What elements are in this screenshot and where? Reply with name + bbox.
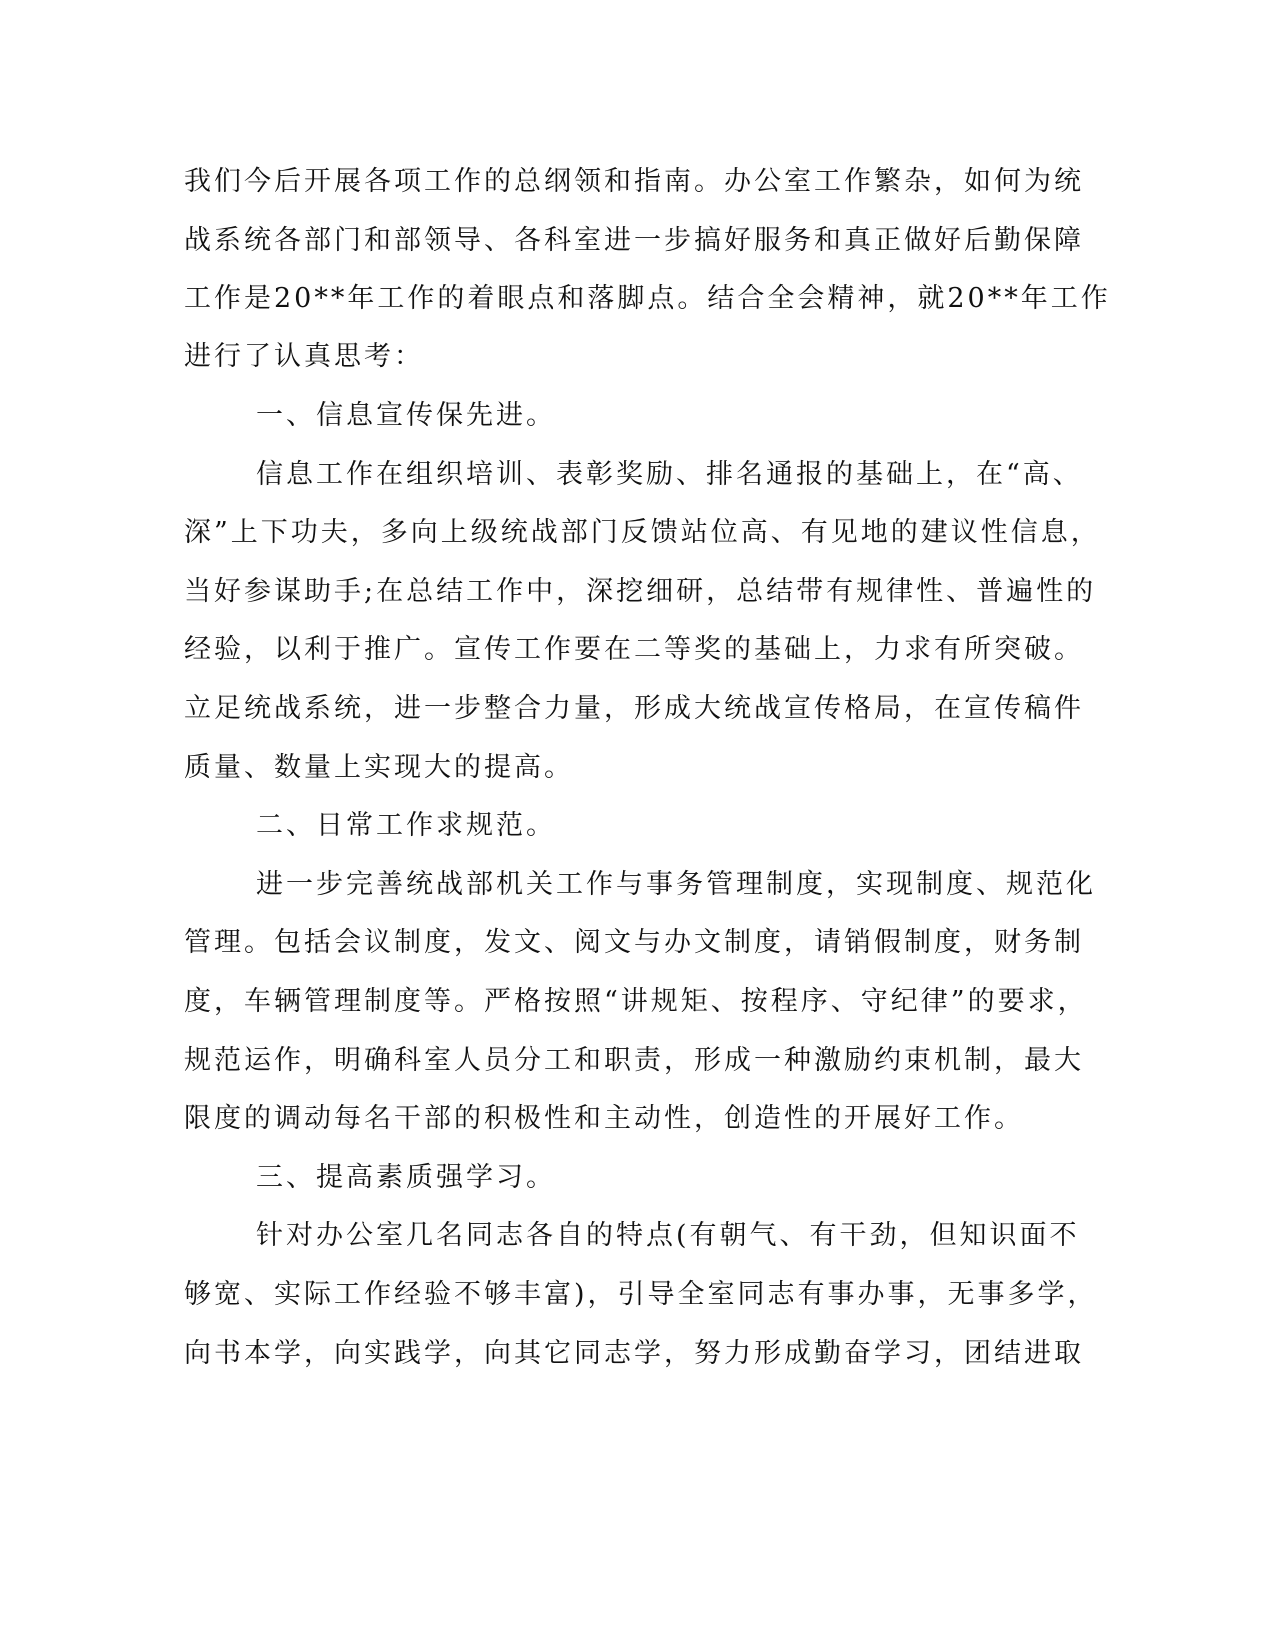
text-line: 限度的调动每名干部的积极性和主动性，创造性的开展好工作。 <box>184 1103 1024 1134</box>
section-heading-2: 二、日常工作求规范。 <box>256 810 556 841</box>
text-line: 管理。包括会议制度，发文、阅文与办文制度，请销假制度，财务制 <box>184 927 1084 958</box>
section-heading-1: 一、信息宣传保先进。 <box>256 400 556 431</box>
text-line: 立足统战系统，进一步整合力量，形成大统战宣传格局，在宣传稿件 <box>184 693 1084 724</box>
section-heading-3: 三、提高素质强学习。 <box>256 1162 556 1193</box>
text-line: 当好参谋助手;在总结工作中，深挖细研，总结带有规律性、普遍性的 <box>184 576 1097 607</box>
text-line: 够宽、实际工作经验不够丰富)，引导全室同志有事办事，无事多学， <box>184 1279 1098 1310</box>
text-line: 质量、数量上实现大的提高。 <box>184 752 574 783</box>
text-line: 工作是20**年工作的着眼点和落脚点。结合全会精神，就20**年工作 <box>184 283 1111 314</box>
text-line: 进行了认真思考： <box>184 341 424 372</box>
text-line: 经验，以利于推广。宣传工作要在二等奖的基础上，力求有所突破。 <box>184 634 1084 665</box>
text-line: 向书本学，向实践学，向其它同志学，努力形成勤奋学习，团结进取 <box>184 1338 1084 1369</box>
text-line: 度，车辆管理制度等。严格按照“讲规矩、按程序、守纪律”的要求， <box>184 986 1088 1017</box>
paragraph-start: 针对办公室几名同志各自的特点(有朝气、有干劲，但知识面不 <box>256 1220 1080 1251</box>
paragraph-start: 信息工作在组织培训、表彰奖励、排名通报的基础上，在“高、 <box>256 459 1083 490</box>
text-line: 我们今后开展各项工作的总纲领和指南。办公室工作繁杂，如何为统 <box>184 166 1084 197</box>
text-line: 战系统各部门和部领导、各科室进一步搞好服务和真正做好后勤保障 <box>184 225 1084 256</box>
text-line: 规范运作，明确科室人员分工和职责，形成一种激励约束机制，最大 <box>184 1045 1084 1076</box>
paragraph-start: 进一步完善统战部机关工作与事务管理制度，实现制度、规范化 <box>256 869 1096 900</box>
text-line: 深”上下功夫，多向上级统战部门反馈站位高、有见地的建议性信息， <box>184 517 1101 548</box>
